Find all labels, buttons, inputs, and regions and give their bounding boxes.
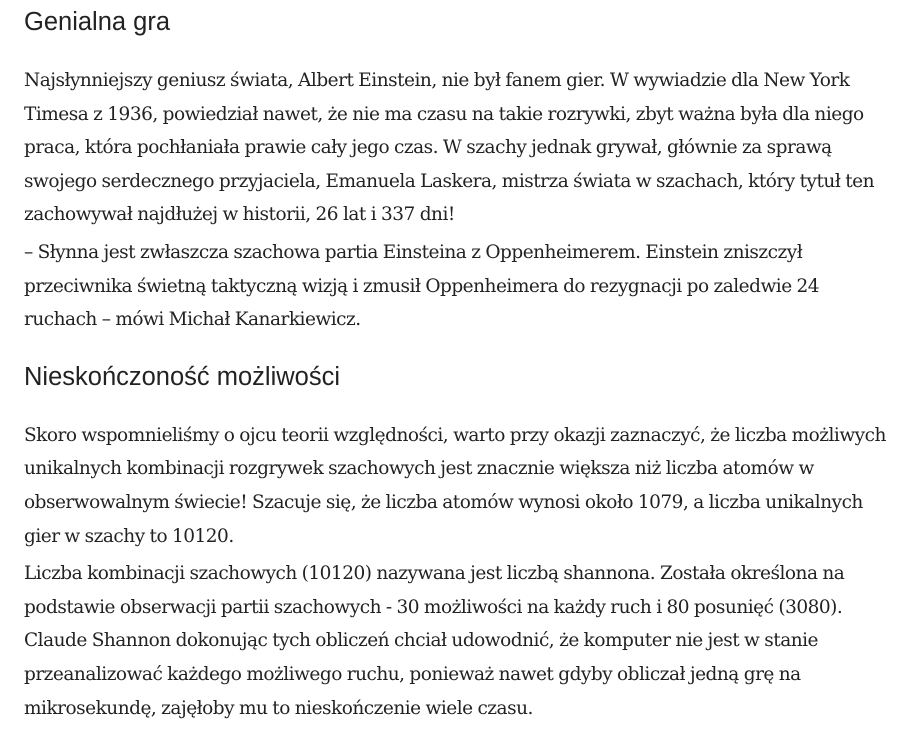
section-content-genialna-gra (24, 64, 890, 337)
paragraph-einstein-intro: Najsłynniejszy geniusz świata, Albert Einstein, nie był fanem gier. W wywiadzie dla New York Timesa z 1936, powiedział nawet, że nie ma czasu na takie rozrywki, zbyt ważna była dla niego praca, która pochłaniała prawie cały jego czas. W szachy jednak grywał, głównie za sprawą swojego serdecznego przyjaciela, Emanuela Laskera, mistrza świata w szachach, który tytuł ten zachowywał najdłużej w historii, 26 lat i 337 dni! (24, 70, 874, 226)
section-content-nieskonczonosc (24, 419, 890, 725)
section-heading-genialna-gra: Genialna gra (24, 8, 171, 36)
section-heading-nieskonczonosc: Nieskończoność możliwości (24, 362, 341, 391)
article-body (24, 0, 890, 725)
paragraph-shannon-number: Liczba kombinacji szachowych (10120) nazywana jest liczbą shannona. Została określona na podstawie obserwacji partii szachowych - 30 możliwości na każdy ruch i 80 posunięć (3080). Claude Shannon dokonując tych obliczeń chciał udowodnić, że komputer nie jest w stanie przeanalizować każdego możliwego ruchu, ponieważ nawet gdyby obliczał jedną grę na mikrosekundę, zajęłoby mu to nieskończenie wiele czasu. (24, 563, 845, 719)
paragraph-oppenheimer-quote: – Słynna jest zwłaszcza szachowa partia Einsteina z Oppenheimerem. Einstein zniszczył przeciwnika świetną taktyczną wizją i zmusił Oppenheimera do rezygnacji po zaledwie 24 ruchach – mówi Michał Kanarkiewicz. (24, 241, 820, 331)
paragraph-atoms-comparison: Skoro wspomnieliśmy o ojcu teorii względności, warto przy okazji zaznaczyć, że liczba możliwych unikalnych kombinacji rozgrywek szachowych jest znacznie większa niż liczba atomów w obserwowalnym świecie! Szacuje się, że liczba atomów wynosi około 1079, a liczba unikalnych gier w szachy to 10120. (24, 424, 886, 547)
